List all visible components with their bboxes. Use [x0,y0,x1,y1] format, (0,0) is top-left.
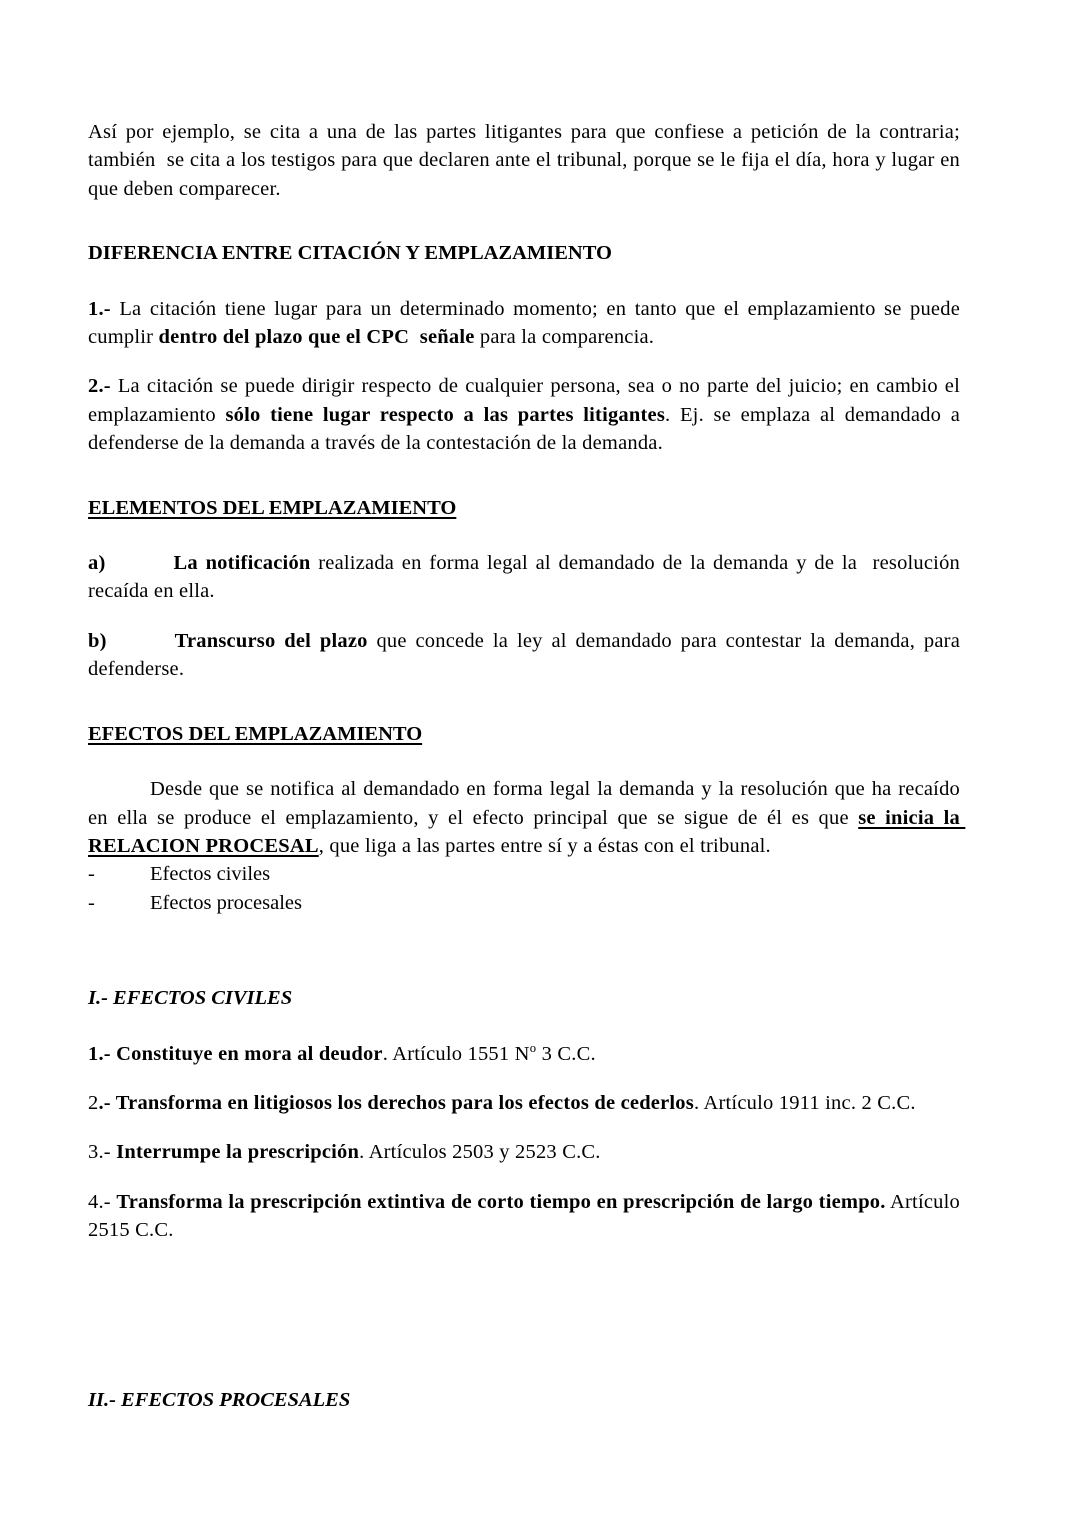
spacer [88,1013,960,1040]
spacer [88,1117,960,1138]
item-number-suffix: .- [98,1091,116,1114]
heading-efectos-civiles: I.- EFECTOS CIVILES [88,987,293,1010]
item-number: 3.- [88,1141,117,1164]
list-item-label: Efectos procesales [150,891,302,914]
diferencia-item-1 [88,295,966,352]
paragraph-emphasis: se inicia la RELACION PROCESAL [88,806,966,857]
spacer [88,458,960,494]
spacer [88,1365,960,1386]
spacer [88,1167,960,1188]
item-text-after-post: 3 C.C. [536,1042,596,1065]
dash-mark: - [88,891,95,914]
item-text-after-pre: . Artículo 1551 N [382,1042,530,1065]
intro-paragraph: Así por ejemplo, se cita a una de las partes litigantes para que confiese a petición de la contraria; también se cita a los testigos para que declaren ante el tribunal, porque se le fija el día, hora y lugar en que deben comparecer. [88,121,966,200]
dash-mark: - [88,863,95,886]
item-bold-phrase: Constituye en mora al deudor [110,1042,383,1065]
spacer [88,522,960,549]
item-text-after: para la comparencia. [474,326,655,349]
item-bold-phrase: La notificación [173,552,311,575]
item-text-after: realizada en forma legal al demandado de la demanda y de la resolución recaída en ella. [88,552,966,603]
item-number: 1.- [88,1042,111,1065]
item-number: 2 [88,1091,99,1114]
item-text-before: La citación tiene lugar para un determinado momento; en tanto que el emplazamiento se puede cumplir [88,297,966,349]
item-text-after: que concede la ley al demandado para contestar la demanda, para defenderse. [88,629,966,681]
item-text-after: . Artículos 2503 y 2523 C.C. [359,1141,601,1164]
item-text-after: . Ej. se emplaza al demandado a defenderse de la demanda a través de la contestación de la demanda. [88,403,966,455]
efectos-civiles-item-2 [88,1089,960,1117]
item-label: a) [88,552,106,575]
heading-efectos-emplazamiento: EFECTOS DEL EMPLAZAMIENTO [88,722,423,745]
item-number: 4.- [88,1190,117,1213]
heading-elementos: ELEMENTOS DEL EMPLAZAMIENTO [88,496,457,519]
efectos-civiles-item-3 [88,1138,960,1166]
ordinal-indicator: o [529,1040,537,1055]
paragraph-part-1: Desde que se notifica al demandado en forma legal la demanda y la resolución que ha recaído en ella se produce el emplazamiento, y el efecto principal que se sigue de él es que [88,778,966,829]
spacer [88,606,960,627]
document-body [88,118,966,1414]
item-text-after: . Artículo 1911 inc. 2 C.C. [693,1091,916,1114]
item-bold-phrase: Transforma la prescripción extintiva de corto tiempo en prescripción de largo tiempo. [116,1190,886,1213]
item-number: 2.- [88,375,111,398]
efectos-paragraph [88,775,966,860]
spacer [88,268,960,295]
efectos-civiles-item-1 [88,1040,960,1068]
efectos-civiles-item-4 [88,1188,966,1245]
list-item-label: Efectos civiles [150,863,271,886]
item-bold-phrase: dentro del plazo que el CPC señale [158,326,475,349]
item-number: 1.- [88,297,111,320]
spacer [88,351,960,372]
elementos-item-a [88,549,966,606]
item-bold-phrase: sólo tiene lugar respecto a las partes litigantes [225,403,666,426]
elementos-item-b [88,627,966,684]
heading-efectos-procesales: II.- EFECTOS PROCESALES [88,1388,351,1411]
spacer [88,917,960,963]
item-text-before: La citación se puede dirigir respecto de cualquier persona, sea o no parte del juicio; en cambio el emplazamiento [88,375,966,426]
spacer [88,684,960,720]
spacer [88,1068,960,1089]
list-item [88,889,960,917]
item-bold-phrase: Transforma en litigiosos los derechos para los efectos de cederlos [115,1091,694,1114]
heading-diferencia: DIFERENCIA ENTRE CITACIÓN Y EMPLAZAMIENTO [88,242,612,265]
item-bold-phrase: Transcurso del plazo [174,629,368,652]
list-item [88,860,960,888]
spacer [88,203,960,239]
item-bold-phrase: Interrumpe la prescripción [116,1141,360,1164]
spacer [88,1245,960,1365]
item-label: b) [88,629,107,652]
item-text-after: Artículo 2515 C.C. [88,1190,966,1242]
diferencia-item-2 [88,372,966,457]
paragraph-part-2: , que liga a las partes entre sí y a éstas con el tribunal. [318,834,771,857]
spacer [88,748,960,775]
spacer [88,963,960,984]
